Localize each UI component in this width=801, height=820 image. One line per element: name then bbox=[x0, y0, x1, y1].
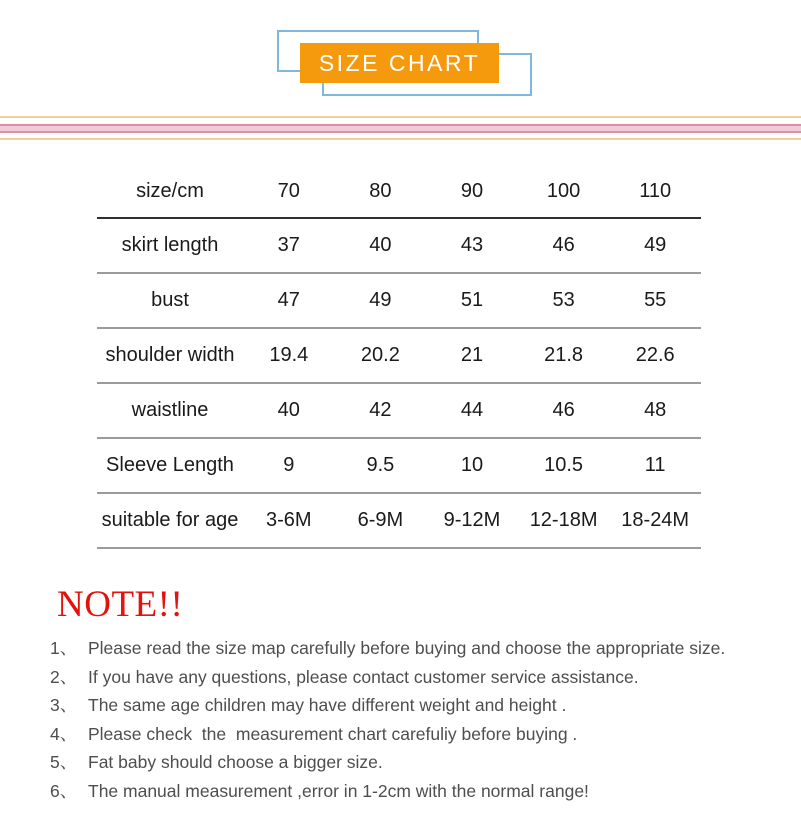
cell-value: 22.6 bbox=[635, 344, 675, 366]
cell-value: 53 bbox=[552, 289, 575, 311]
cell-value: 51 bbox=[460, 289, 484, 311]
cell-value: 18-24M bbox=[621, 509, 690, 531]
cell-value: 20.2 bbox=[360, 344, 400, 366]
cell-value: 40 bbox=[369, 234, 392, 256]
table-row-shoulder-width bbox=[97, 329, 701, 384]
cell-value: 47 bbox=[277, 289, 300, 311]
cell-value: 21 bbox=[460, 344, 484, 366]
size-column-header: 70 bbox=[277, 179, 300, 202]
row-label: suitable for age bbox=[101, 509, 239, 531]
note-item bbox=[50, 663, 780, 692]
note-item bbox=[50, 691, 780, 720]
note-item bbox=[50, 634, 780, 663]
table-row-suitable-age bbox=[97, 494, 701, 549]
table-row-sleeve-length bbox=[97, 439, 701, 494]
note-item-text: The manual measurement ,error in 1-2cm with the normal range! bbox=[88, 780, 589, 801]
cell-value: 37 bbox=[277, 234, 300, 256]
table-header-row bbox=[97, 165, 701, 219]
cell-value: 43 bbox=[460, 234, 484, 256]
note-item-text: If you have any questions, please contact customer service assistance. bbox=[88, 666, 639, 687]
note-list bbox=[50, 634, 780, 805]
cell-value: 55 bbox=[644, 289, 667, 311]
row-label: skirt length bbox=[121, 234, 219, 256]
cell-value: 49 bbox=[369, 289, 392, 311]
divider-tan-line-bottom bbox=[0, 138, 801, 140]
size-column-header: 80 bbox=[369, 179, 392, 202]
note-item-number: 5、 bbox=[50, 752, 78, 772]
note-item-text: Please check the measurement chart carefuliy before buying . bbox=[88, 723, 578, 744]
table-row-skirt-length bbox=[97, 219, 701, 274]
note-item-number: 3、 bbox=[50, 695, 78, 715]
note-item-text: Fat baby should choose a bigger size. bbox=[88, 752, 383, 772]
note-item-number: 6、 bbox=[50, 780, 78, 801]
cell-value: 9.5 bbox=[366, 454, 395, 476]
size-column-header: 100 bbox=[546, 179, 581, 202]
note-heading: NOTE!! bbox=[57, 584, 184, 625]
cell-value: 46 bbox=[552, 399, 575, 421]
cell-value: 12-18M bbox=[529, 509, 598, 531]
striped-divider bbox=[0, 116, 801, 140]
cell-value: 19.4 bbox=[269, 344, 309, 366]
row-label: shoulder width bbox=[105, 344, 235, 366]
cell-value: 40 bbox=[277, 399, 300, 421]
size-table bbox=[97, 165, 701, 549]
cell-value: 48 bbox=[644, 399, 667, 421]
cell-value: 6-9M bbox=[357, 509, 404, 531]
note-item-number: 2、 bbox=[50, 666, 78, 687]
banner-zone bbox=[0, 0, 801, 116]
size-column-header: 110 bbox=[639, 179, 672, 202]
row-label: size/cm bbox=[136, 179, 204, 202]
divider-pink-band bbox=[0, 124, 801, 133]
cell-value: 10.5 bbox=[544, 454, 584, 476]
row-label: bust bbox=[151, 289, 189, 311]
cell-value: 42 bbox=[369, 399, 392, 421]
cell-value: 21.8 bbox=[544, 344, 584, 366]
note-item bbox=[50, 720, 780, 749]
note-item bbox=[50, 748, 780, 777]
note-item-text: The same age children may have different weight and height . bbox=[88, 695, 567, 715]
cell-value: 49 bbox=[644, 234, 667, 256]
table-row-bust bbox=[97, 274, 701, 329]
row-label: waistline bbox=[131, 399, 209, 421]
cell-value: 10 bbox=[460, 454, 484, 476]
note-item-text: Please read the size map carefully before buying and choose the appropriate size. bbox=[88, 638, 726, 658]
size-chart-banner bbox=[300, 43, 499, 83]
cell-value: 9-12M bbox=[443, 509, 501, 531]
note-item-number: 1、 bbox=[50, 638, 78, 658]
cell-value: 9 bbox=[283, 454, 295, 476]
page-title: SIZE CHART bbox=[318, 49, 481, 76]
table-row-waistline bbox=[97, 384, 701, 439]
cell-value: 44 bbox=[460, 399, 484, 421]
cell-value: 46 bbox=[552, 234, 575, 256]
note-item-number: 4、 bbox=[50, 723, 78, 744]
row-label: Sleeve Length bbox=[106, 454, 234, 476]
cell-value: 11 bbox=[644, 454, 666, 476]
cell-value: 3-6M bbox=[266, 509, 312, 531]
note-item bbox=[50, 777, 780, 806]
size-column-header: 90 bbox=[460, 179, 484, 202]
